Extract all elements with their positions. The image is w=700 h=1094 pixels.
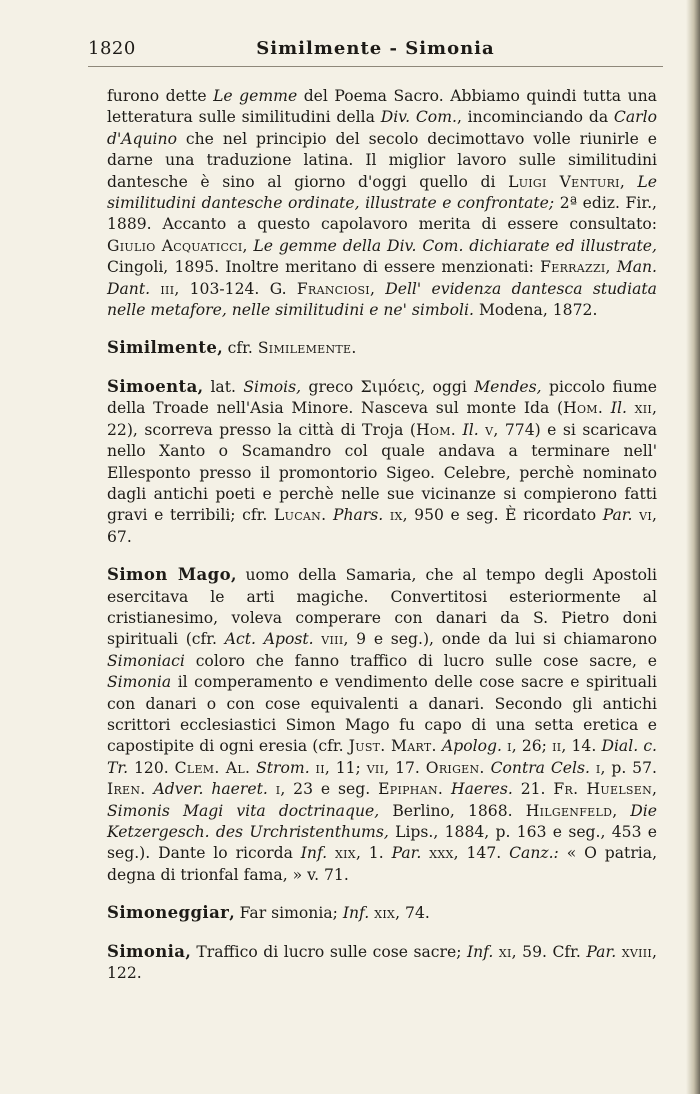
- entry-body: [235, 904, 430, 922]
- text-run: uomo della Samaria, che al tempo degli Apostoli esercitava le arti magiche. Convertitosi esteriormente al cristianesimo, voleva comperare con danari da S. Pietro doni spirituali (cfr.: [107, 566, 658, 649]
- text-run: [443, 780, 451, 798]
- small-caps-reference: Luigi Venturi: [508, 172, 620, 191]
- entry-body: [107, 378, 657, 546]
- dictionary-body: [107, 86, 657, 984]
- italic-citation: Adver. haeret.: [153, 780, 268, 799]
- italic-citation: Par.: [586, 942, 617, 961]
- small-caps-reference: ii: [552, 737, 562, 756]
- text-run: , 14.: [561, 737, 602, 756]
- small-caps-reference: Origen.: [425, 758, 485, 777]
- italic-citation: Carlo d'Aquino: [107, 108, 657, 148]
- running-title: Similmente - Simonia: [256, 38, 495, 59]
- text-run: , 23 e seg.: [280, 780, 379, 799]
- entry-simoneggiar: Simoneggiar, Far simonia; Inf. xix, 74.: [107, 903, 430, 923]
- text-run: ,: [619, 172, 638, 191]
- header-rule: [88, 66, 663, 67]
- small-caps-reference: ix: [389, 506, 403, 525]
- italic-citation: Inf.: [466, 942, 494, 961]
- page-edge-shadow: [686, 0, 700, 1094]
- small-caps-reference: xviii: [621, 942, 653, 961]
- small-caps-reference: Similemente: [257, 339, 352, 358]
- text-run: [326, 506, 333, 524]
- small-caps-reference: Lucan.: [273, 506, 327, 525]
- italic-citation: Contra Cels.: [490, 758, 590, 777]
- text-run: [627, 399, 635, 417]
- italic-citation: Dial. c. Tr.: [107, 737, 658, 777]
- text-run: [268, 780, 276, 798]
- small-caps-reference: ii: [315, 758, 325, 777]
- text-run: , incominciando da: [456, 108, 614, 127]
- small-caps-reference: i: [595, 758, 601, 777]
- text-run: , 1.: [355, 844, 392, 863]
- text-run: ,: [652, 780, 657, 799]
- small-caps-reference: i: [507, 737, 512, 756]
- entry-headword: Simonia: [107, 941, 186, 961]
- text-run: Far simonia;: [234, 904, 343, 923]
- italic-citation: Div. Com.: [380, 108, 457, 127]
- small-caps-reference: Franciosi: [296, 279, 370, 298]
- text-run: coloro che fanno traffico di lucro sulle cose sacre, e: [184, 651, 657, 670]
- text-run: Modena, 1872.: [473, 301, 598, 320]
- page-header: [88, 38, 663, 64]
- entry-simon-mago: Simon Mago, uomo della Samaria, che al tempo degli Apostoli esercitava le arti magiche. Convertitosi esteriormente al cristianesimo, voleva comperare con danari da S. Pietro doni spirituali (cfr. Act. Apost. viii, 9 e seg.), onde da lui si chiamarono Simoniaci coloro che fanno traffico di lucro sulle cose sacre, e Simonia il comperamento e vendimento delle cose sacre e spirituali con danari o con cose equivalenti a danari. Secondo gli antichi scrittori ecclesiastici Simon Mago fu capo di una setta eretica e capostipite di ogni eresia (cfr. Just. Mart. Apolog. i, 26; ii, 14. Dial. c. Tr. 120. Clem. Al. Strom. ii, 11; vii, 17. Origen. Contra Cels. i, p. 57. Iren. Adver. haeret. i, 23 e seg. Epiphan. Haeres. 21. Fr. Huelsen, Simonis Magi vita doctrinaque, Berlino, 1868. Hilgenfeld, Die Ketzergesch. des Urchristenthums, Lips., 1884, p. 163 e seg., 453 e seg.). Dante lo ricorda Inf. xix, 1. Par. xxx, 147. Canz.: « O patria, degna di trionfal fama, » v. 71.: [107, 565, 658, 884]
- text-run: « O patria, degna di trionfal fama, » v. 71.: [107, 844, 658, 884]
- small-caps-reference: xi: [498, 942, 512, 961]
- text-run: lat.: [203, 377, 244, 396]
- small-caps-reference: Just. Mart.: [348, 737, 437, 756]
- text-run: furono dette: [107, 87, 214, 105]
- text-run: , 17.: [384, 758, 426, 777]
- italic-citation: Simoniaci: [107, 651, 185, 670]
- text-run: [327, 844, 335, 862]
- text-run: 21.: [512, 780, 554, 799]
- text-run: , 11;: [324, 758, 367, 777]
- page-number: 1820: [88, 38, 136, 59]
- entry-headword: Similmente: [107, 338, 218, 358]
- small-caps-reference: xix: [335, 844, 356, 863]
- text-run: , 26;: [511, 737, 553, 756]
- entry-similmente: Similmente, cfr. Similemente.: [107, 338, 357, 358]
- italic-citation: Il.: [462, 420, 479, 439]
- text-run: ,: [369, 279, 386, 298]
- small-caps-reference: Iren.: [107, 780, 146, 799]
- italic-citation: Il.: [610, 399, 627, 418]
- text-run: [150, 280, 160, 298]
- italic-citation: Inf.: [300, 844, 328, 863]
- text-run: , 67.: [107, 506, 657, 546]
- text-run: , 950 e seg. È ricordato: [402, 506, 603, 525]
- italic-citation: Phars.: [332, 506, 384, 525]
- text-run: , 22), scorreva presso la città di Troja (: [107, 399, 657, 439]
- text-run: .: [351, 339, 357, 358]
- small-caps-reference: Ferrazzi: [540, 258, 606, 277]
- entry-simonia: Simonia, Traffico di lucro sulle cose sacre; Inf. xi, 59. Cfr. Par. xviii, 122.: [107, 941, 657, 983]
- text-run: il comperamento e vendimento delle cose sacre e spirituali con danari o con cose equivalenti a danari. Secondo gli antichi scrittori ecclesiastici Simon Mago fu capo di una setta eretica e capostipite di ogni eresia (cfr.: [107, 673, 657, 756]
- small-caps-reference: Giulio Acquaticci: [107, 236, 243, 255]
- small-caps-reference: iii: [160, 279, 175, 298]
- text-run: , 9 e seg.), onde da lui si chiamarono: [343, 630, 657, 649]
- italic-citation: Haeres.: [451, 780, 513, 799]
- text-run: piccolo fiume della Troade nell'Asia Minore. Nasceva sul monte Ida (: [107, 377, 657, 418]
- italic-citation: Mendes,: [474, 377, 542, 396]
- text-run: ,: [242, 236, 254, 255]
- italic-citation: Simonis Magi vita doctrinaque,: [107, 801, 380, 820]
- italic-citation: Dell' evidenza dantesca studiata nelle metafore, nelle similitudini e ne' simboli.: [107, 279, 657, 320]
- small-caps-reference: xxx: [429, 844, 454, 863]
- italic-citation: Inf.: [342, 904, 370, 923]
- entry-simoenta: Simoenta, lat. Simois, greco Σιμόεις, oggi Mendes, piccolo fiume della Troade nell'Asia Minore. Nasceva sul monte Ida (Hom. Il. xii, 22), scorreva presso la città di Troja (Hom. Il. v, 774) e si scaricava nello Xanto o Scamandro col quale andava a terminare nell' Ellesponto presso il promontorio Sigeo. Celebre, perchè nominato dagli antichi poeti e perchè nelle sue vicinanze si compierono fatti gravi e terribili; cfr. Lucan. Phars. ix, 950 e seg. È ricordato Par. vi, 67.: [107, 376, 657, 546]
- text-run: del Poema Sacro. Abbiamo quindi tutta una letteratura sulle similitudini della: [107, 87, 657, 127]
- italic-citation: Act. Apost.: [224, 630, 314, 649]
- small-caps-reference: Hilgenfeld: [525, 801, 613, 820]
- text-run: , p. 57.: [600, 758, 657, 777]
- small-caps-reference: vii: [366, 758, 385, 777]
- italic-citation: Par.: [602, 506, 633, 525]
- text-run: , 147.: [453, 844, 510, 863]
- italic-citation: Simois,: [243, 377, 302, 396]
- continuation-paragraph: [107, 86, 657, 321]
- text-run: Berlino, 1868.: [379, 801, 526, 820]
- text-run: 2ª ediz. Fir., 1889. Accanto a questo capolavoro merita di essere consultato:: [107, 194, 657, 234]
- text-run: [383, 506, 390, 524]
- italic-citation: Le gemme della Div. Com. dichiarate ed illustrate,: [253, 236, 657, 255]
- text-run: , 774) e si scaricava nello Xanto o Scamandro col quale andava a terminare nell' Ellesponto presso il promontorio Sigeo. Celebre, perchè nominato dagli antichi poeti e perchè nelle sue vicinanze si compierono fatti gravi e terribili; cfr.: [107, 420, 657, 525]
- text-run: 120.: [128, 758, 175, 777]
- italic-citation: Die Ketzergesch. des Urchristenthums,: [107, 801, 657, 841]
- small-caps-reference: Clem. Al.: [174, 758, 251, 777]
- text-run: , 59. Cfr.: [511, 942, 587, 961]
- italic-citation: Par.: [391, 844, 422, 863]
- small-caps-reference: Fr. Huelsen: [553, 780, 653, 799]
- small-caps-reference: xii: [634, 399, 653, 418]
- small-caps-reference: xix: [374, 904, 396, 923]
- italic-citation: Man. Dant.: [107, 258, 657, 298]
- text-run: greco Σιμόεις, oggi: [301, 377, 475, 396]
- text-run: ,: [605, 258, 617, 277]
- text-run: che nel principio del secolo decimottavo volle riunirle e darne una traduzione latina. Il miglior lavoro sulle similitudini dantesche è sino al giorno d'oggi quello di: [107, 129, 657, 191]
- entry-headword: Simoneggiar: [107, 903, 230, 923]
- entry-body: [107, 566, 657, 884]
- italic-citation: Strom.: [256, 758, 310, 777]
- italic-citation: Canz.:: [509, 844, 559, 863]
- small-caps-reference: v: [485, 420, 494, 439]
- italic-citation: Apolog.: [441, 737, 502, 756]
- entry-headword: Simon Mago: [107, 565, 231, 585]
- small-caps-reference: vi: [639, 506, 652, 525]
- entry-body: [223, 339, 357, 357]
- text-run: Traffico di lucro sulle cose sacre;: [190, 942, 467, 961]
- italic-citation: Le similitudini dantesche ordinate, illustrate e confrontate;: [107, 172, 657, 213]
- text-run: , 74.: [395, 904, 430, 923]
- text-run: [603, 399, 611, 417]
- text-run: , 122.: [107, 942, 657, 983]
- small-caps-reference: i: [275, 780, 281, 799]
- text-run: , 103-124. G.: [174, 279, 297, 298]
- small-caps-reference: viii: [321, 630, 344, 649]
- small-caps-reference: Epiphan.: [378, 780, 444, 799]
- text-run: Cingoli, 1895. Inoltre meritano di essere menzionati:: [107, 258, 541, 277]
- small-caps-reference: Hom.: [416, 420, 457, 439]
- entry-headword: Simoenta: [107, 376, 198, 396]
- italic-citation: Simonia: [107, 673, 172, 692]
- text-run: cfr.: [222, 339, 258, 358]
- text-run: Lips., 1884, p. 163 e seg., 453 e seg.). Dante lo ricorda: [107, 823, 657, 863]
- italic-citation: Le gemme: [213, 87, 298, 105]
- text-run: ,: [612, 801, 631, 820]
- small-caps-reference: Hom.: [563, 399, 604, 418]
